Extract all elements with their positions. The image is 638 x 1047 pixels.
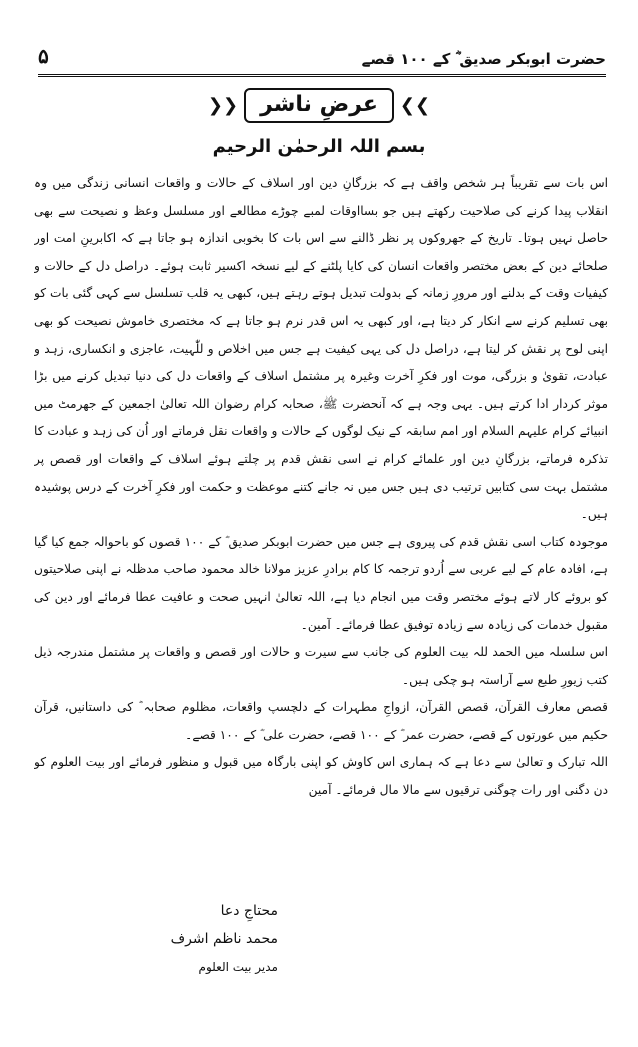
section-title bbox=[0, 88, 638, 123]
page-header bbox=[38, 28, 606, 77]
paragraph-book: موجودہ کتاب اسی نقش قدم کی پیروی ہے جس میں حضرت ابوبکر صدیق ؓ کے ۱۰۰ قصوں کو باحوالہ جمع کیا گیا ہے، افادہ عام کے لیے عربی سے اُردو ترجمہ کا کام برادرِ عزیز مولانا خالد محمود صاحب مدظلہ نے اپنی صلاحیتوں کو بروئے کار لاتے ہوئے مختصر وقت میں انجام دیا ہے، اللہ تعالیٰ انہیں صحت و عافیت عطا فرمائے اور دین کی مقبول خدمات کی زیادہ سے زیادہ توفیق عطا فرمائے۔ آمین۔ bbox=[34, 534, 608, 632]
paragraph-series: اس سلسلہ میں الحمد للہ بیت العلوم کی جانب سے سیرت و حالات اور قصص و واقعات پر مشتمل مندرجہ ذیل کتب زیورِ طبع سے آراستہ ہو چکی ہیں۔ bbox=[34, 645, 608, 687]
title-ornament-left: ❮❮ bbox=[207, 95, 239, 116]
signature-caption: محتاجِ دعا bbox=[220, 903, 278, 919]
running-title: حضرت ابوبکر صدیق ؓ کے ۱۰۰ قصے bbox=[361, 50, 606, 68]
page-number: ۵ bbox=[38, 44, 49, 68]
paragraph-prayer: اللہ تبارک و تعالیٰ سے دعا ہے کہ ہماری اس کاوش کو اپنی بارگاہ میں قبول و منظور فرمائے اور بیت العلوم کو دن دگنی اور رات چوگنی ترقیوں سے مالا مال فرمائے۔ آمین bbox=[34, 755, 608, 798]
body-text bbox=[34, 170, 608, 830]
section-title-text: عرضِ ناشر bbox=[244, 88, 394, 123]
title-ornament-right: ❯❯ bbox=[399, 95, 431, 116]
paragraph-intro: اس بات سے تقریباً ہر شخص واقف ہے کہ بزرگانِ دین اور اسلاف کے حالات و واقعات انسانی زندگی میں وہ انقلاب پیدا کرنے کی صلاحیت رکھتے ہیں جو بسااوقات لمبے چوڑے مطالعے اور مسلسل وعظ و نصیحت سے بھی حاصل نہیں ہوتا۔ تاریخ کے جھروکوں پر نظر ڈالنے سے اس بات کا بخوبی اندازہ ہو جاتا ہے کہ اکابرینِ امت اور صلحائے دین کے بعض مختصر واقعات انسان کی کایا پلٹنے کے لیے نسخہ اکسیر ثابت ہوئے۔ دراصل دل کے حالات و کیفیات وقت کے بدلنے اور مرورِ زمانہ کے بدولت تبدیل ہوتے رہتے ہیں، کبھی یہ قلب تسلسل سے کہی گئی بات کو بھی تسلیم کرنے سے انکار کر دیتا ہے، اور کبھی یہ اس قدر نرم ہو جاتا ہے کہ مختصری خاموش نصیحت کو بھی اپنی لوح پر نقش کر لیتا ہے، دراصل دل کی یہی کیفیت ہے جس میں اخلاص و للّٰہیت، عاجزی و انکساری، زہد و عبادت، تقویٰ و بزرگی، موت اور فکرِ آخرت وغیرہ پر مشتمل اسلاف کے واقعات دل کی دنیا تبدیل کرنے میں بڑا موثر کردار ادا کرتے ہیں۔ یہی وجہ ہے کہ آنحضرت ﷺ، صحابہ کرام رضوان اللہ تعالیٰ اجمعین کے جھرمٹ میں انبیائے کرام علیہم السلام اور امم سابقہ کے نیک لوگوں کے حالات و واقعات نقل فرماتے اور اُن کی زہد و عبادت کا تذکرہ فرماتے، بزرگانِ دین اور علمائے کرام نے اسی نقش قدم پر چلتے ہوئے اسلاف کے واقعات اور قصص پر مشتمل بہت سی کتابیں ترتیب دی ہیں جس میں نہ جانے کتنے موعظت و حکمت اور فکرِ آخرت کے درس پوشیدہ ہیں۔ bbox=[34, 176, 608, 522]
signature-name: محمد ناظم اشرف bbox=[170, 931, 278, 947]
paragraph-book-list: قصص معارف القرآن، قصص القرآن، ازواجِ مطہرات کے دلچسپ واقعات، مظلوم صحابہ ؓ کی داستانیں، قرآن حکیم میں عورتوں کے قصے، حضرت عمر ؓ کے ۱۰۰ قصے، حضرت علی ؓ کے ۱۰۰ قصے۔ bbox=[34, 700, 608, 742]
signature-role: مدیر بیت العلوم bbox=[198, 960, 278, 974]
signature-block bbox=[108, 897, 278, 981]
bismillah: بسم اللہ الرحمٰن الرحیم bbox=[212, 136, 426, 157]
